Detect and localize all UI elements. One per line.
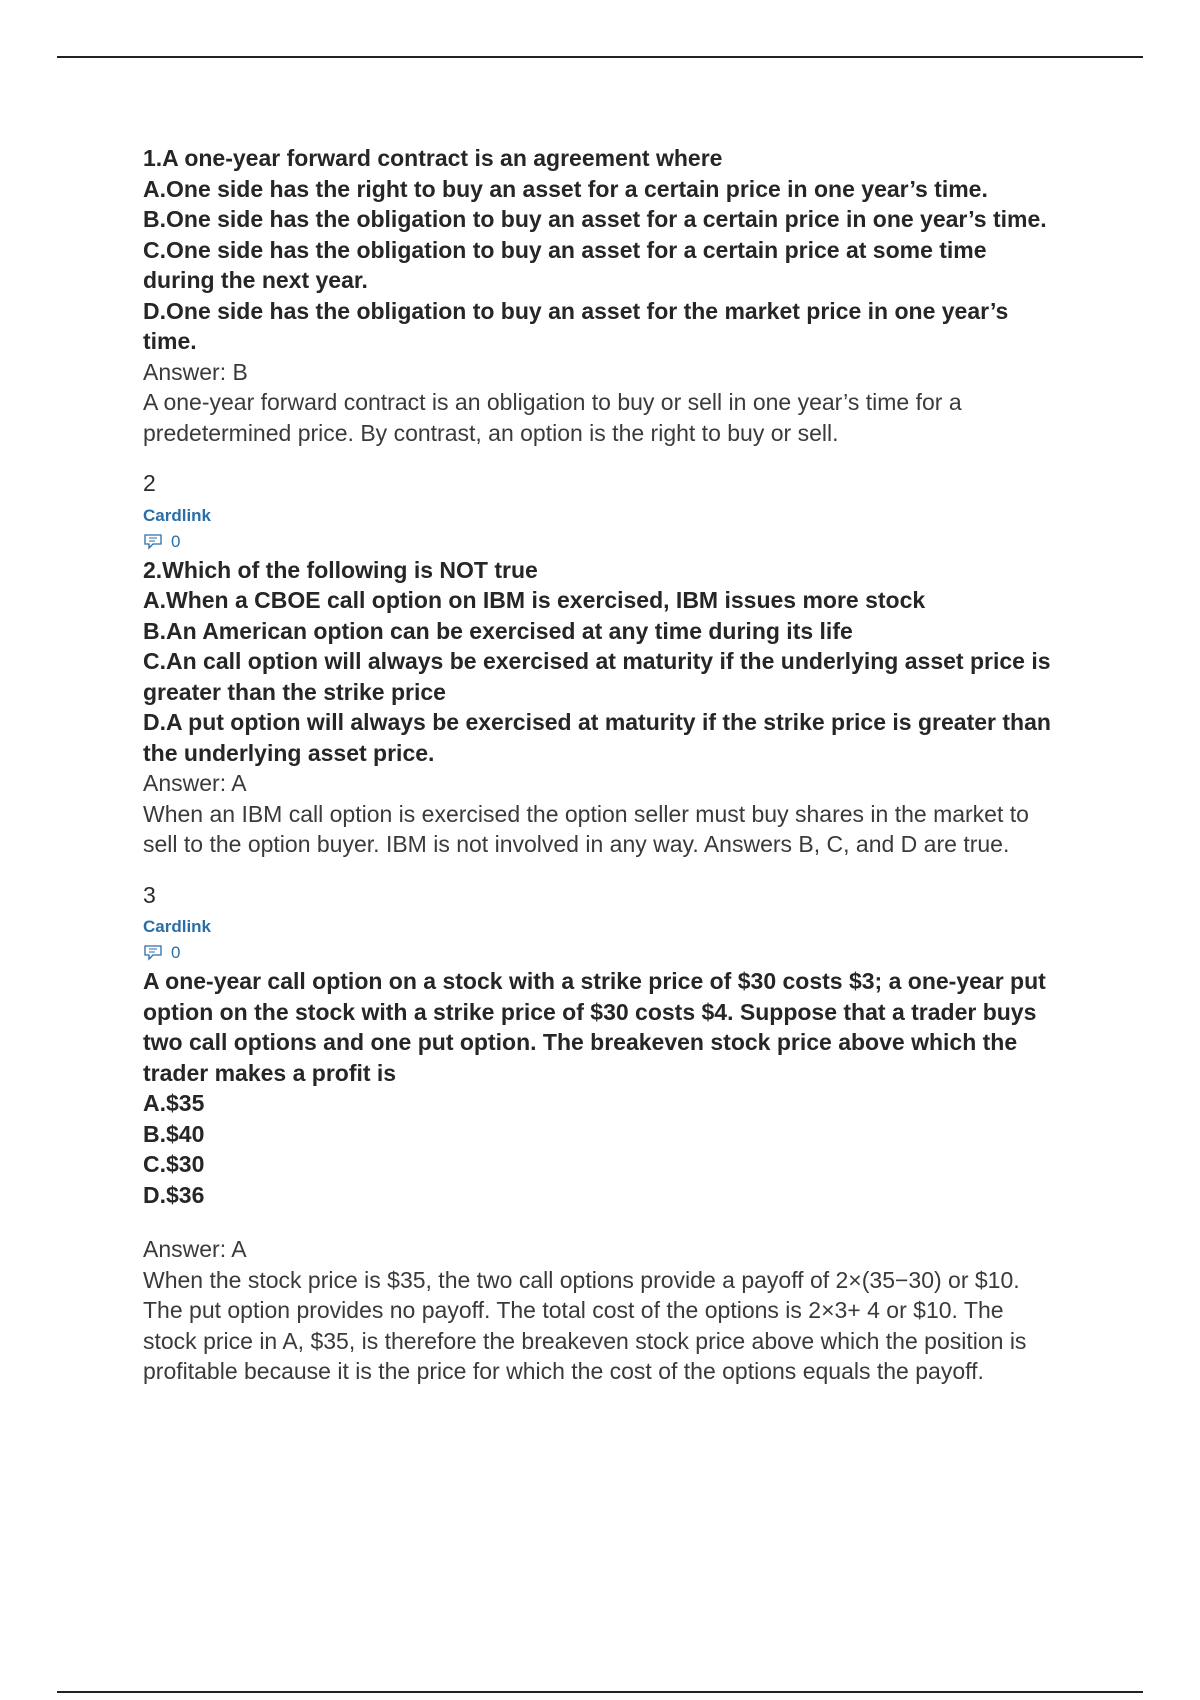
option-a: A.$35	[143, 1090, 205, 1116]
answer-label: Answer: A	[143, 770, 247, 796]
card-number: 2	[143, 470, 156, 496]
answer-label: Answer: B	[143, 358, 248, 385]
cardlink-link[interactable]: Cardlink	[143, 917, 212, 936]
card-number: 3	[143, 881, 156, 908]
option-d: D.$36	[143, 1181, 205, 1208]
question-text: 1.A one-year forward contract is an agreement where	[143, 145, 723, 171]
spacer	[143, 1210, 1063, 1234]
question-text: 2.Which of the following is NOT true	[143, 556, 538, 583]
option-d: D.One side has the obligation to buy an asset for the market price in one year’s time.	[143, 297, 1009, 354]
bottom-rule	[57, 1691, 1143, 1693]
option-b: B.An American option can be exercised at any time during its life	[143, 617, 853, 644]
cardlink-link[interactable]: Cardlink	[143, 505, 212, 525]
option-c: C.One side has the obligation to buy an asset for a certain price at some time during the next year.	[143, 236, 987, 293]
option-b: B.$40	[143, 1120, 205, 1147]
comment-counter[interactable]	[143, 529, 1063, 555]
explanation: A one-year forward contract is an obligation to buy or sell in one year’s time for a predetermined price. By contrast, an option is the right to buy or sell.	[143, 389, 962, 446]
comment-icon	[143, 533, 165, 551]
question-block-1	[143, 143, 1063, 448]
explanation: When the stock price is $35, the two call options provide a payoff of 2×(35−30) or $10. The put option provides no payoff. The total cost of the options is 2×3+ 4 or $10. The stock price in A, $35, is therefore the breakeven stock price above which the position is profitable because it is the price for which the cost of the options equals the payoff.	[143, 1266, 1027, 1384]
explanation: When an IBM call option is exercised the option seller must buy shares in the market to sell to the option buyer. IBM is not involved in any way. Answers B, C, and D are true.	[143, 800, 1029, 857]
option-d: D.A put option will always be exercised at maturity if the strike price is greater than the underlying asset price.	[143, 709, 1051, 766]
comment-icon	[143, 944, 165, 962]
comment-counter[interactable]	[143, 940, 1063, 966]
option-a: A.One side has the right to buy an asset for a certain price in one year’s time.	[143, 175, 988, 202]
option-a: A.When a CBOE call option on IBM is exercised, IBM issues more stock	[143, 587, 926, 613]
option-c: C.An call option will always be exercised at maturity if the underlying asset price is greater than the strike price	[143, 648, 1051, 705]
question-text: A one-year call option on a stock with a strike price of $30 costs $3; a one-year put option on the stock with a strike price of $30 costs $4. Suppose that a trader buys two call options and one put option. The breakeven stock price above which the trader makes a profit is	[143, 968, 1046, 1086]
comment-count: 0	[171, 531, 181, 551]
page-content	[143, 143, 1063, 1387]
answer-label: Answer: A	[143, 1236, 247, 1262]
top-rule	[57, 56, 1143, 58]
option-b: B.One side has the obligation to buy an asset for a certain price in one year’s time.	[143, 206, 1047, 232]
question-block-2	[143, 468, 1063, 860]
comment-count: 0	[171, 943, 181, 962]
question-block-3	[143, 880, 1063, 1387]
option-c: C.$30	[143, 1151, 205, 1177]
